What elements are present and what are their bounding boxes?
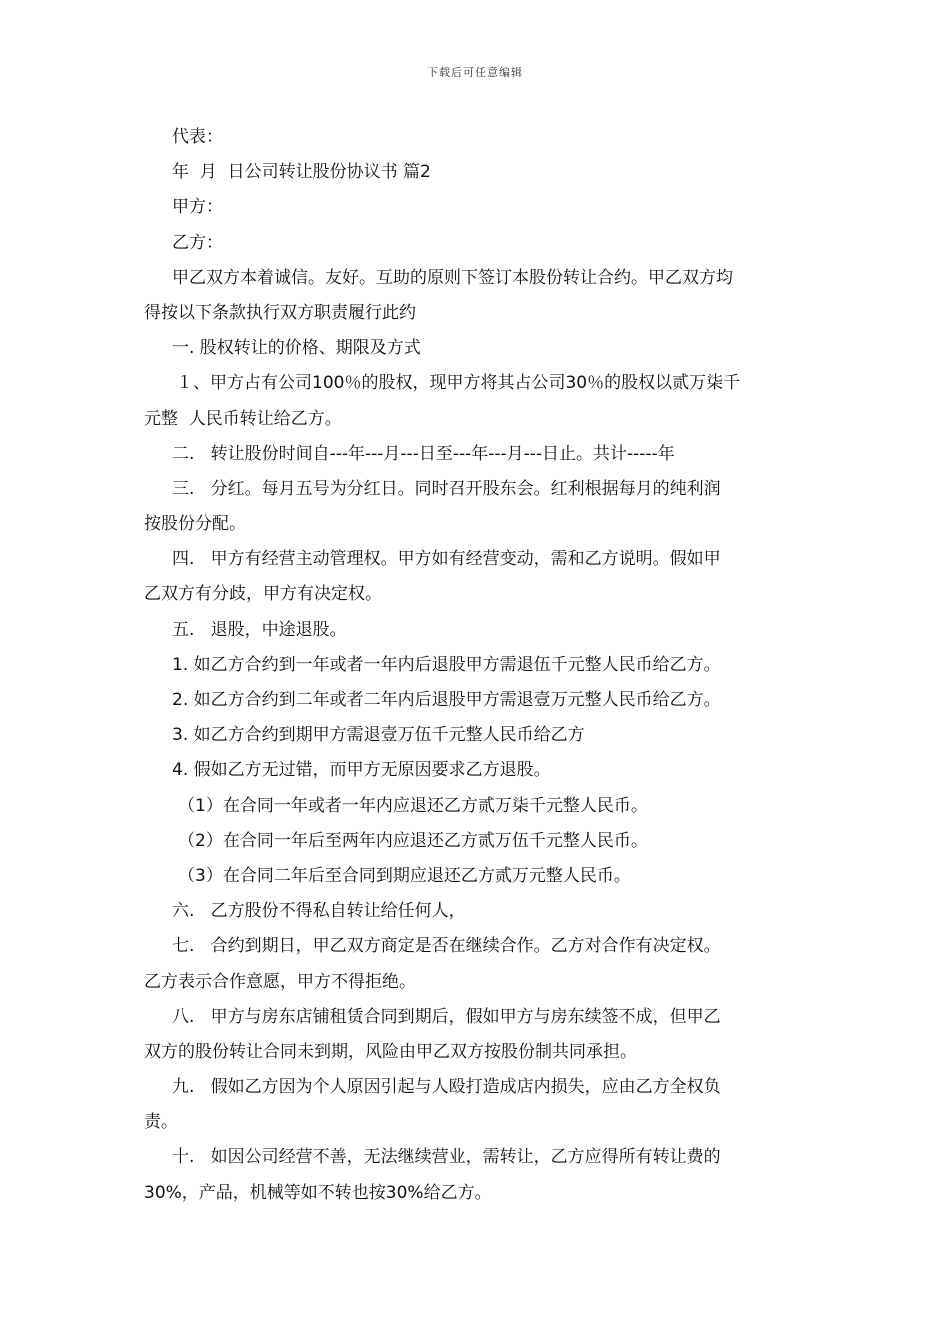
text-line-clause-5-4-1: （1）在合同一年或者一年内应退还乙方贰万柒千元整人民币。 [178, 795, 648, 816]
text-line-clause-5-4: 4. 假如乙方无过错，而甲方无原因要求乙方退股。 [172, 760, 551, 781]
text-line-clause-5-2: 2. 如乙方合约到二年或者二年内后退股甲方需退壹万元整人民币给乙方。 [172, 690, 721, 710]
text-line-clause-3-b: 按股份分配。 [144, 514, 246, 535]
text-line-clause-4-a: 四. 甲方有经营主动管理权。甲方如有经营变动，需和乙方说明。假如甲 [172, 549, 721, 570]
text-line-clause-2: 二. 转让股份时间自---年---月---日至---年---月---日止。共计-----年 [172, 443, 675, 464]
section-heading-1: 一. 股权转让的价格、期限及方式 [172, 338, 421, 359]
text-line-clause-3-a: 三. 分红。每月五号为分红日。同时召开股东会。红利根据每月的纯利润 [172, 478, 721, 499]
text-line-clause-5-4-2: （2）在合同一年后至两年内应退还乙方贰万伍千元整人民币。 [178, 830, 648, 851]
header-note: 下载后可任意编辑 [427, 66, 523, 79]
text-line-clause-5-3: 3. 如乙方合约到期甲方需退壹万伍千元整人民币给乙方 [172, 725, 585, 746]
text-line-party-a: 甲方： [172, 197, 223, 218]
text-line-representative: 代表： [172, 127, 223, 147]
text-line-preamble-1: 甲乙双方本着诚信。友好。互助的原则下签订本股份转让合约。甲乙双方均 [172, 267, 733, 288]
document-body [144, 120, 808, 1211]
text-line-clause-7-b: 乙方表示合作意愿，甲方不得拒绝。 [144, 971, 416, 992]
text-line-clause-9-b: 责。 [144, 1112, 178, 1133]
text-line-clause-7-a: 七. 合约到期日，甲乙双方商定是否在继续合作。乙方对合作有决定权。 [172, 936, 721, 957]
text-line-clause-5-4-3: （3）在合同二年后至合同到期应退还乙方贰万元整人民币。 [178, 865, 631, 886]
text-line-preamble-2: 得按以下条款执行双方职责履行此约 [144, 302, 416, 323]
text-line-clause-6: 六. 乙方股份不得私自转让给任何人， [172, 901, 466, 922]
text-line-clause-10-b: 30%，产品，机械等如不转也按30%给乙方。 [144, 1182, 492, 1203]
text-line-clause-5-1: 1. 如乙方合约到一年或者一年内后退股甲方需退伍千元整人民币给乙方。 [172, 654, 721, 675]
text-line-clause-1-a: １、甲方占有公司100％的股权，现甲方将其占公司30％的股权以贰万柒千 [176, 373, 741, 394]
text-line-clause-9-a: 九. 假如乙方因为个人原因引起与人殴打造成店内损失，应由乙方全权负 [172, 1077, 721, 1098]
text-line-clause-8-a: 八. 甲方与房东店铺租赁合同到期后，假如甲方与房东续签不成，但甲乙 [172, 1006, 721, 1027]
text-line-clause-5: 五. 退股，中途退股。 [172, 619, 347, 640]
text-line-clause-10-a: 十. 如因公司经营不善，无法继续营业，需转让，乙方应得所有转让费的 [172, 1147, 721, 1168]
text-line-clause-1-b: 元整 人民币转让给乙方。 [144, 408, 342, 429]
text-line-clause-4-b: 乙双方有分歧，甲方有决定权。 [144, 584, 382, 605]
text-line-clause-8-b: 双方的股份转让合同未到期，风险由甲乙双方按股份制共同承担。 [144, 1041, 637, 1062]
text-line-party-b: 乙方： [172, 232, 223, 253]
text-line-date-title: 年 月 日公司转让股份协议书 篇2 [172, 162, 431, 183]
